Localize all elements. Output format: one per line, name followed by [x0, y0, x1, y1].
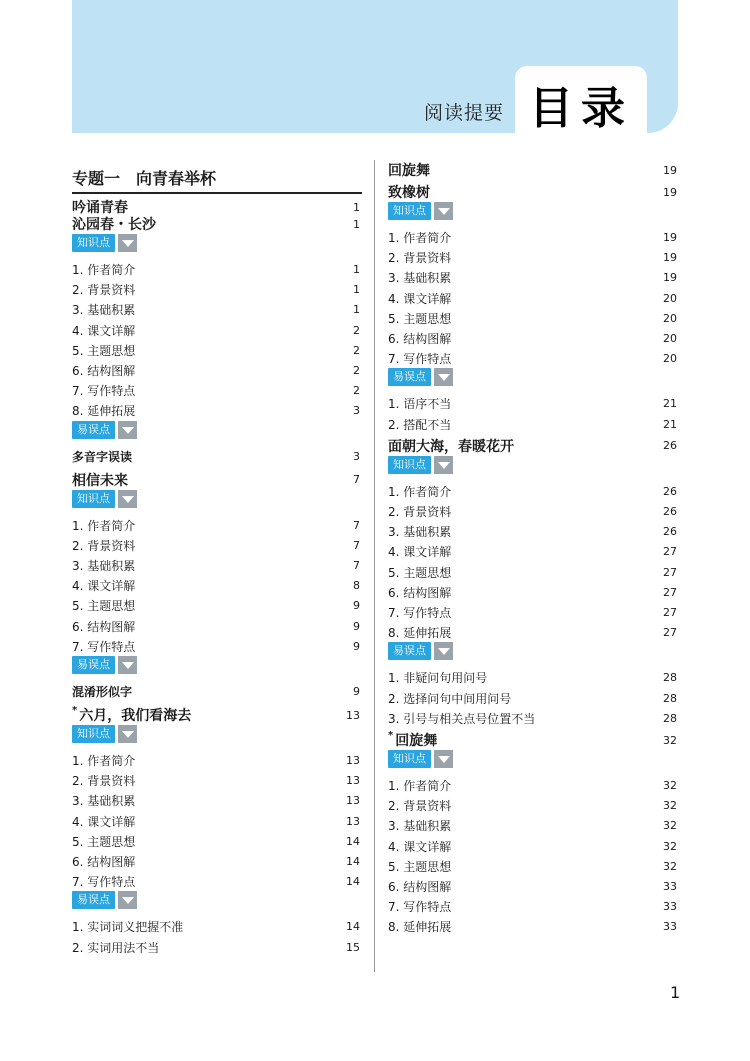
entry-title: 1. 作者简介 [388, 484, 452, 499]
toc-item-entry[interactable] [72, 638, 362, 655]
chevron-down-icon [118, 234, 137, 252]
toc-article-entry[interactable] [388, 436, 679, 456]
tag-label: 易误点 [72, 891, 115, 909]
entry-title: 5. 主题思想 [388, 565, 452, 580]
entry-title: 2. 背景资料 [388, 251, 452, 266]
entry-title: 相信未来 [72, 472, 128, 489]
entry-title: 3. 基础积累 [72, 559, 136, 573]
toc-item-entry[interactable] [72, 752, 362, 769]
entry-page-number: 28 [663, 711, 677, 725]
toc-item-entry[interactable] [72, 537, 362, 554]
entry-page-number: 1 [353, 200, 360, 214]
entry-title: 5. 主题思想 [388, 859, 452, 874]
entry-title: 3. 基础积累 [388, 271, 452, 286]
chevron-down-icon [118, 490, 137, 508]
entry-title: 1. 作者简介 [388, 231, 452, 245]
toc-item-entry[interactable] [388, 918, 679, 935]
entry-page-number: 8 [353, 579, 360, 593]
knowledge-point-tag [72, 490, 137, 508]
toc-item-entry[interactable] [388, 483, 679, 500]
entry-page-number: 21 [663, 397, 677, 411]
toc-item-entry[interactable] [388, 690, 679, 707]
entry-title: 3. 引号与相关点号位置不当 [388, 711, 536, 726]
entry-page-number: 2 [353, 343, 360, 357]
entry-title: 6. 结构图解 [72, 855, 136, 869]
entry-page-number: 32 [663, 733, 677, 747]
chevron-down-icon [434, 456, 453, 474]
entry-page-number: 32 [663, 859, 677, 873]
entry-title: 7. 写作特点 [388, 606, 452, 620]
entry-title: 专题一 向青春举杯 [72, 169, 217, 188]
toc-item-entry[interactable] [388, 584, 679, 601]
toc-item-entry[interactable] [72, 683, 362, 700]
entry-title: 致橡树 [388, 185, 430, 201]
toc-item-entry[interactable] [388, 503, 679, 520]
tag-label: 易误点 [388, 642, 431, 660]
entry-title: 回旋舞 [388, 163, 430, 179]
entry-title: 3. 基础积累 [388, 525, 452, 540]
tag-label: 知识点 [72, 725, 115, 743]
entry-page-number: 7 [353, 559, 360, 572]
section-heading[interactable] [72, 166, 362, 194]
entry-page-number: 20 [663, 311, 677, 325]
entry-title: 7. 写作特点 [388, 900, 452, 915]
toc-article-entry[interactable] [388, 182, 679, 202]
toc-item-entry[interactable] [388, 838, 679, 855]
entry-title: 1. 实词词义把握不准 [72, 920, 184, 935]
entry-title: 4. 课文详解 [388, 545, 452, 560]
toc-item-entry[interactable] [72, 382, 362, 399]
entry-page-number: 27 [663, 565, 677, 579]
entry-page-number: 27 [663, 606, 677, 619]
toc-article-entry[interactable] [388, 730, 679, 750]
entry-title: 面朝大海，春暖花开 [388, 438, 514, 455]
toc-item-entry[interactable] [72, 301, 362, 318]
entry-page-number: 14 [346, 875, 360, 889]
entry-title: 2. 搭配不当 [388, 417, 452, 432]
entry-title: 7. 写作特点 [72, 384, 136, 399]
toc-item-entry[interactable] [72, 873, 362, 890]
entry-title: 4. 课文详解 [72, 814, 136, 829]
error-point-tag [72, 656, 137, 674]
entry-title: 3. 基础积累 [72, 303, 136, 318]
entry-page-number: 26 [663, 484, 677, 498]
entry-title: 7. 写作特点 [72, 639, 136, 654]
entry-title: 7. 写作特点 [388, 352, 452, 367]
entry-title: 8. 延伸拓展 [72, 404, 136, 419]
entry-page-number: 32 [663, 819, 677, 833]
entry-page-number: 27 [663, 626, 677, 640]
entry-title: 2. 背景资料 [72, 774, 136, 789]
chevron-down-icon [118, 421, 137, 439]
entry-title: 2. 背景资料 [72, 283, 136, 298]
entry-page-number: 33 [663, 920, 677, 934]
page-number: 1 [670, 983, 681, 1002]
error-point-tag [72, 421, 137, 439]
entry-page-number: 20 [663, 352, 677, 366]
entry-page-number: 26 [663, 439, 677, 453]
header-banner [72, 0, 678, 133]
toc-item-entry[interactable] [72, 322, 362, 339]
tag-label: 知识点 [388, 750, 431, 768]
entry-page-number: 28 [663, 691, 677, 705]
entry-page-number: 14 [346, 920, 360, 934]
knowledge-point-tag [388, 750, 453, 768]
entry-title: 吟诵青春 [72, 200, 128, 216]
entry-page-number: 19 [663, 163, 677, 177]
knowledge-point-tag [72, 725, 137, 743]
toc-item-entry[interactable] [72, 342, 362, 359]
entry-page-number: 27 [663, 545, 677, 559]
toc-item-entry[interactable] [388, 229, 679, 246]
toc-item-entry[interactable] [388, 898, 679, 915]
toc-item-entry[interactable] [388, 249, 679, 266]
toc-item-entry[interactable] [388, 310, 679, 327]
entry-page-number: 26 [663, 525, 677, 539]
toc-item-entry[interactable] [388, 858, 679, 875]
entry-title: 7. 写作特点 [72, 875, 136, 890]
optional-marker: * [72, 705, 78, 716]
entry-title: 1. 语序不当 [388, 397, 452, 412]
entry-page-number: 19 [663, 185, 677, 199]
tag-label: 知识点 [72, 490, 115, 508]
entry-page-number: 14 [346, 834, 360, 848]
entry-page-number: 20 [663, 332, 677, 345]
entry-page-number: 13 [346, 794, 360, 808]
header-title: 目录 [529, 83, 633, 134]
entry-page-number: 7 [353, 473, 360, 487]
error-point-tag [388, 368, 453, 386]
toc-article-entry[interactable] [72, 470, 362, 490]
knowledge-point-tag [388, 456, 453, 474]
toc-item-entry[interactable] [72, 517, 362, 534]
entry-title: 6. 结构图解 [388, 332, 452, 346]
toc-item-entry[interactable] [388, 395, 679, 412]
entry-title: 沁园春・长沙 [72, 217, 156, 233]
entry-page-number: 13 [346, 774, 360, 788]
entry-title: 3. 基础积累 [72, 794, 136, 809]
entry-title: 8. 延伸拓展 [388, 626, 452, 641]
chevron-down-icon [118, 656, 137, 674]
toc-item-entry[interactable] [388, 416, 679, 433]
toc-item-entry[interactable] [72, 281, 362, 298]
entry-title: 6. 结构图解 [72, 364, 136, 378]
toc-item-entry[interactable] [72, 792, 362, 809]
chevron-down-icon [434, 368, 453, 386]
entry-page-number: 3 [353, 404, 360, 418]
entry-page-number: 9 [353, 619, 360, 633]
entry-title: * 回旋舞 [388, 730, 438, 749]
toc-item-entry[interactable] [72, 362, 362, 379]
entry-title: 混淆形似字 [72, 685, 133, 699]
toc-item-entry[interactable] [388, 817, 679, 834]
toc-item-entry[interactable] [72, 597, 362, 614]
toc-item-entry[interactable] [388, 669, 679, 686]
tag-label: 知识点 [72, 234, 115, 252]
entry-title: 多音字误读 [72, 449, 133, 464]
entry-title: 1. 作者简介 [72, 754, 136, 768]
entry-page-number: 2 [353, 384, 360, 398]
entry-page-number: 26 [663, 505, 677, 518]
entry-title: 4. 课文详解 [72, 579, 136, 594]
entry-title: 5. 主题思想 [72, 834, 136, 849]
toc-item-entry[interactable] [388, 543, 679, 560]
entry-page-number: 19 [663, 271, 677, 285]
entry-page-number: 33 [663, 900, 677, 914]
knowledge-point-tag [72, 234, 137, 252]
entry-page-number: 15 [346, 940, 360, 954]
entry-page-number: 7 [353, 518, 360, 532]
entry-title: 6. 结构图解 [388, 880, 452, 894]
entry-title: 2. 背景资料 [72, 538, 136, 553]
entry-page-number: 3 [353, 449, 360, 463]
toc-item-entry[interactable] [388, 290, 679, 307]
toc-item-entry[interactable] [72, 853, 362, 870]
toc-item-entry[interactable] [388, 350, 679, 367]
entry-title: 2. 背景资料 [388, 799, 452, 814]
entry-page-number: 7 [353, 538, 360, 552]
entry-title: 6. 结构图解 [388, 585, 452, 600]
toc-item-entry[interactable] [72, 939, 362, 956]
error-point-tag [388, 642, 453, 660]
toc-item-entry[interactable] [72, 448, 362, 465]
entry-page-number: 19 [663, 251, 677, 265]
toc-item-entry[interactable] [72, 813, 362, 830]
entry-page-number: 33 [663, 880, 677, 893]
toc-item-entry[interactable] [72, 918, 362, 935]
tag-label: 易误点 [388, 368, 431, 386]
entry-page-number: 14 [346, 855, 360, 868]
entry-title: 8. 延伸拓展 [388, 920, 452, 935]
entry-page-number: 32 [663, 799, 677, 813]
entry-page-number: 32 [663, 839, 677, 853]
entry-page-number: 9 [353, 639, 360, 653]
entry-title: 4. 课文详解 [388, 839, 452, 854]
entry-title: * 六月，我们看海去 [72, 705, 192, 724]
entry-title: 4. 课文详解 [388, 291, 452, 306]
entry-page-number: 32 [663, 779, 677, 792]
entry-title: 3. 基础积累 [388, 819, 452, 834]
entry-title: 1. 作者简介 [72, 518, 136, 533]
toc-item-entry[interactable] [388, 878, 679, 895]
toc-article-entry[interactable] [72, 705, 362, 725]
toc-item-entry[interactable] [388, 777, 679, 794]
entry-page-number: 1 [353, 263, 360, 276]
toc-item-entry[interactable] [388, 624, 679, 641]
entry-page-number: 21 [663, 417, 677, 431]
entry-title: 5. 主题思想 [72, 343, 136, 358]
chevron-down-icon [434, 202, 453, 220]
toc-item-entry[interactable] [388, 564, 679, 581]
entry-page-number: 13 [346, 814, 360, 828]
entry-title: 1. 作者简介 [388, 779, 452, 793]
tag-label: 知识点 [388, 456, 431, 474]
entry-title: 1. 非疑问句用问号 [388, 671, 488, 686]
entry-page-number: 1 [353, 283, 360, 297]
entry-title: 5. 主题思想 [72, 599, 136, 614]
entry-page-number: 9 [353, 685, 360, 698]
toc-item-entry[interactable] [388, 523, 679, 540]
column-divider [374, 160, 375, 972]
toc-item-entry[interactable] [72, 618, 362, 635]
chevron-down-icon [434, 750, 453, 768]
entry-page-number: 1 [353, 217, 360, 231]
entry-page-number: 1 [353, 303, 360, 317]
entry-page-number: 28 [663, 671, 677, 685]
toc-item-entry[interactable] [388, 330, 679, 347]
chevron-down-icon [118, 725, 137, 743]
tag-label: 知识点 [388, 202, 431, 220]
entry-title: 2. 实词用法不当 [72, 940, 160, 955]
entry-title: 2. 背景资料 [388, 505, 452, 519]
toc-item-entry[interactable] [72, 557, 362, 574]
toc-item-entry[interactable] [72, 402, 362, 419]
toc-article-entry[interactable] [388, 160, 679, 180]
chevron-down-icon [118, 891, 137, 909]
entry-title: 5. 主题思想 [388, 311, 452, 326]
entry-page-number: 2 [353, 364, 360, 377]
entry-page-number: 2 [353, 323, 360, 337]
toc-item-entry[interactable] [388, 797, 679, 814]
knowledge-point-tag [388, 202, 453, 220]
toc-item-entry[interactable] [388, 269, 679, 286]
toc-article-entry[interactable] [72, 214, 362, 234]
entry-page-number: 13 [346, 708, 360, 722]
tag-label: 易误点 [72, 656, 115, 674]
entry-page-number: 20 [663, 291, 677, 305]
toc-item-entry[interactable] [72, 577, 362, 594]
entry-title: 2. 选择问句中间用问号 [388, 691, 512, 706]
toc-item-entry[interactable] [72, 833, 362, 850]
chevron-down-icon [434, 642, 453, 660]
entry-title: 4. 课文详解 [72, 323, 136, 338]
entry-page-number: 9 [353, 599, 360, 613]
header-title-box [515, 66, 647, 133]
tag-label: 易误点 [72, 421, 115, 439]
toc-item-entry[interactable] [72, 261, 362, 278]
toc-item-entry[interactable] [388, 710, 679, 727]
error-point-tag [72, 891, 137, 909]
entry-title: 6. 结构图解 [72, 619, 136, 634]
entry-page-number: 13 [346, 754, 360, 767]
entry-title: 1. 作者简介 [72, 263, 136, 277]
toc-item-entry[interactable] [388, 604, 679, 621]
header-subtitle: 阅读提要 [424, 102, 505, 124]
toc-item-entry[interactable] [72, 772, 362, 789]
optional-marker: * [388, 730, 394, 741]
entry-page-number: 19 [663, 231, 677, 244]
entry-page-number: 27 [663, 585, 677, 599]
